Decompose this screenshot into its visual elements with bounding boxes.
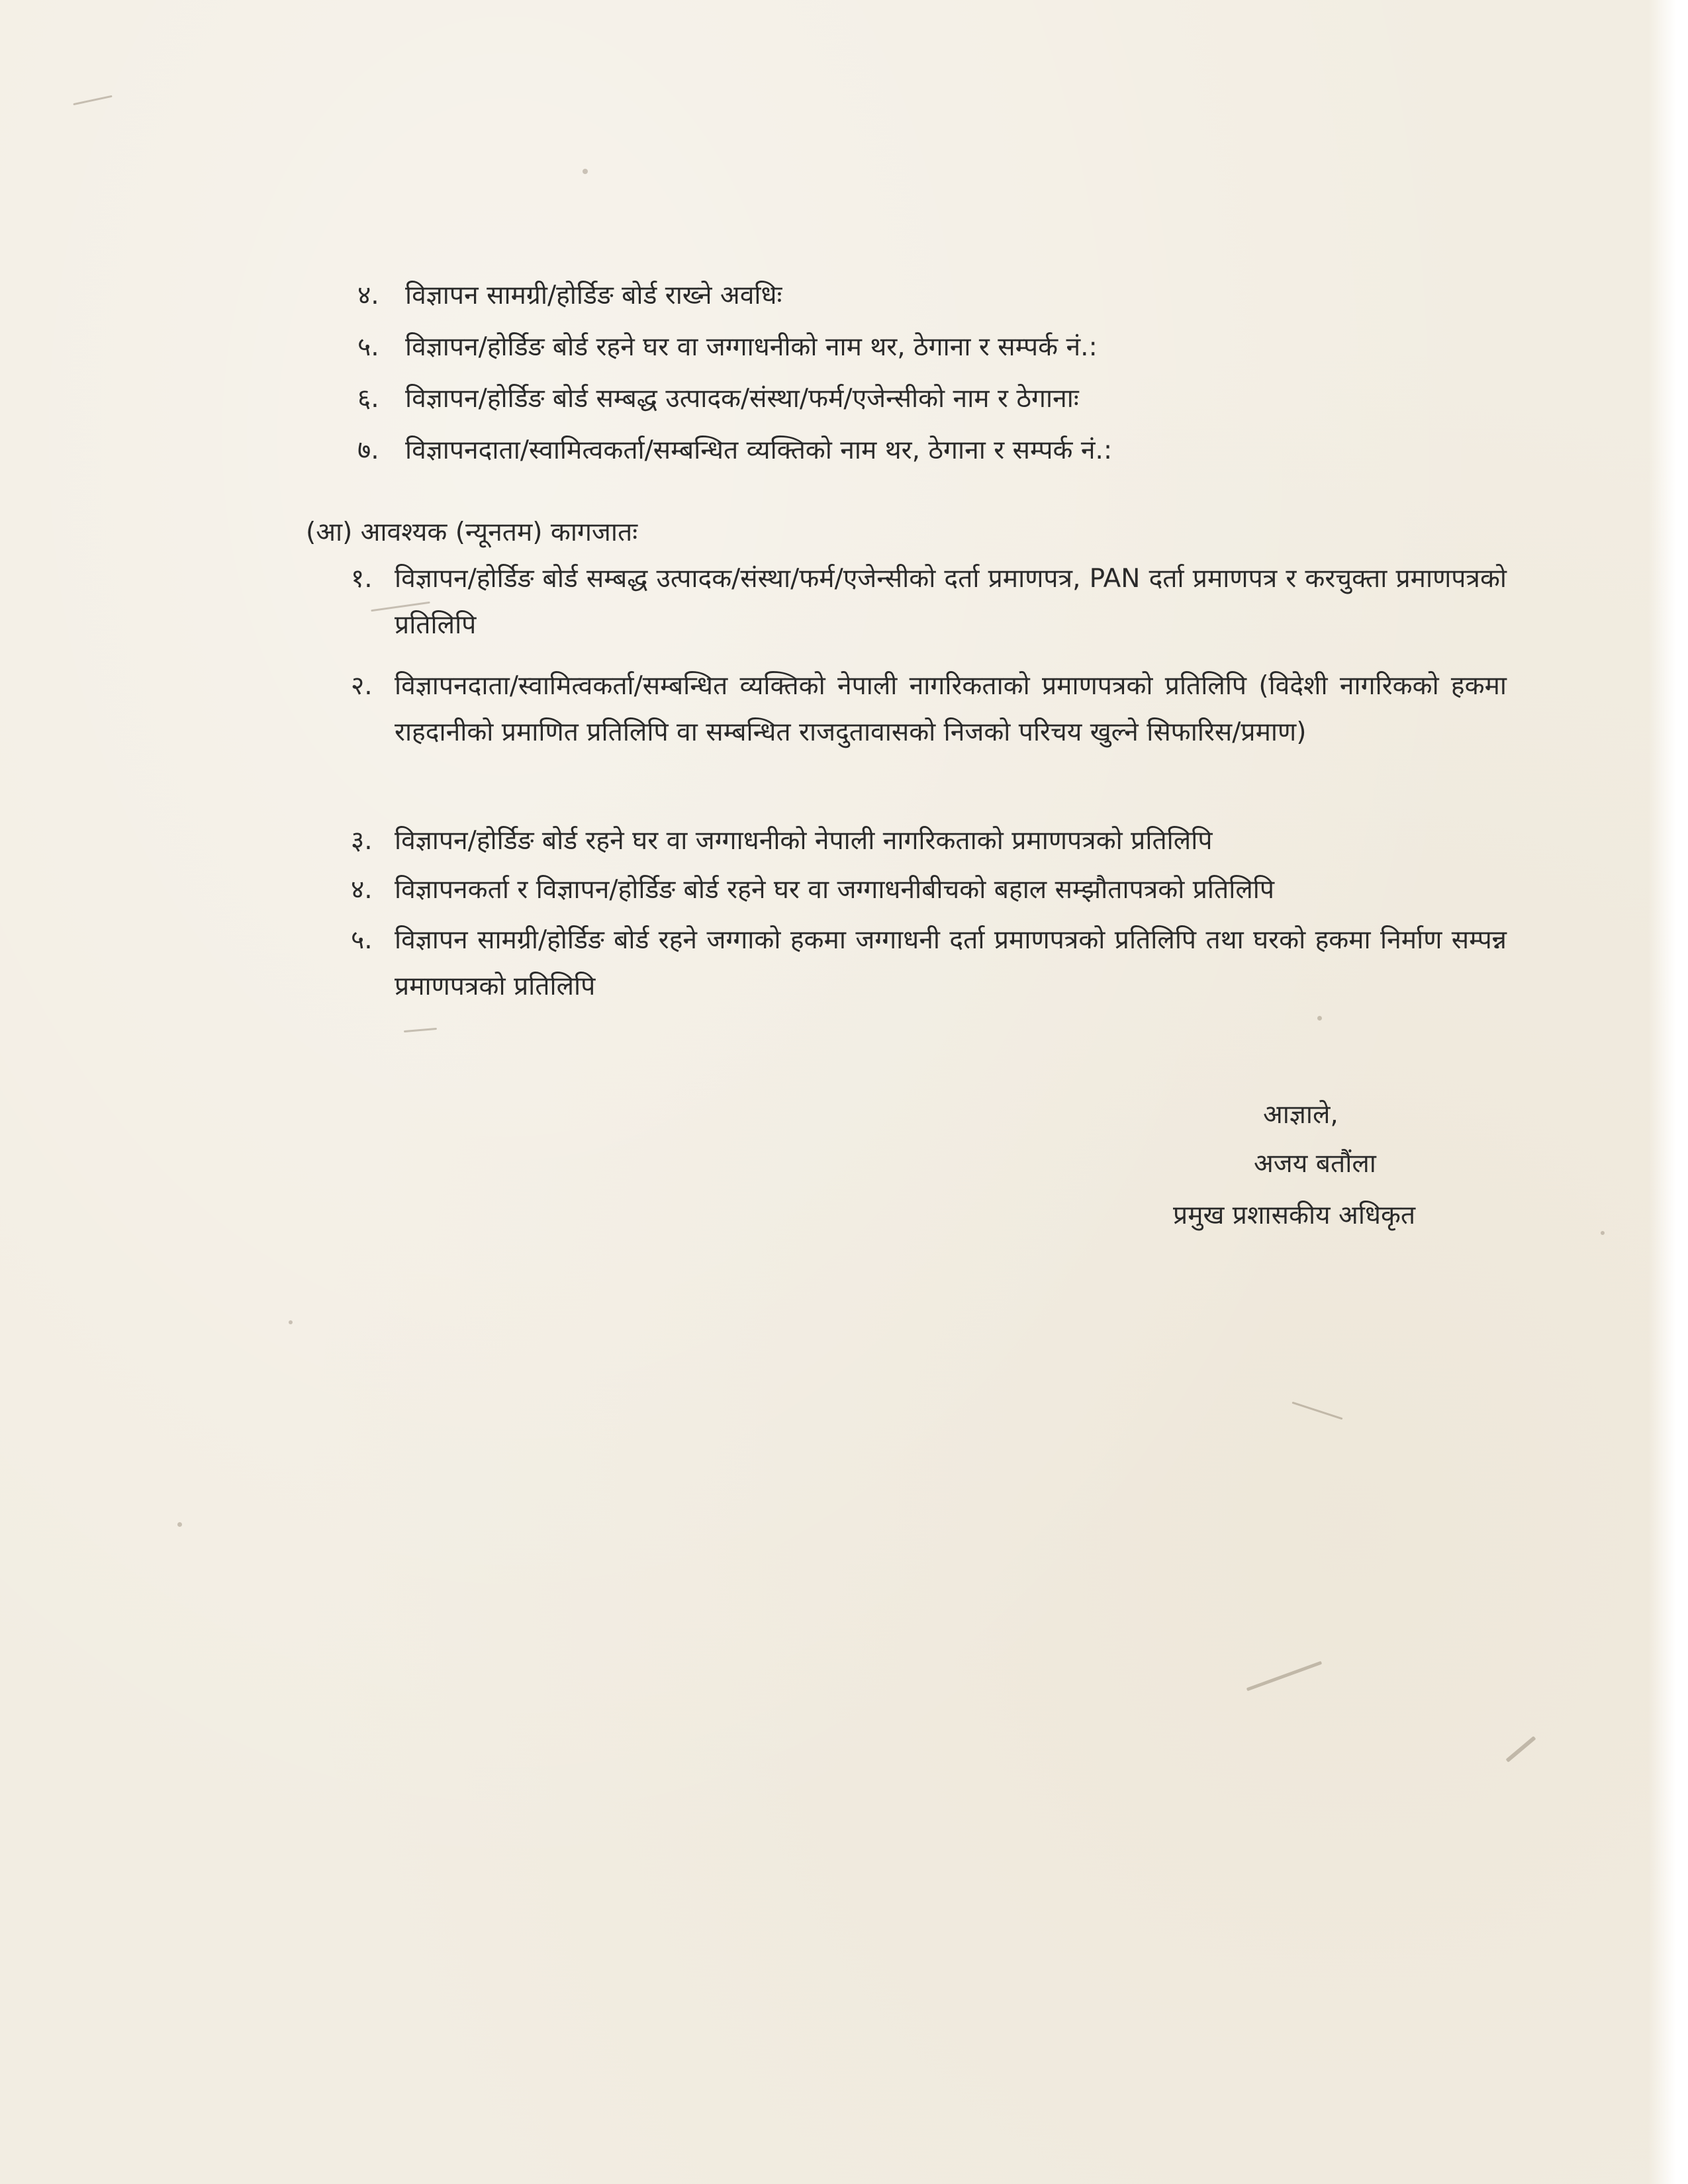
item-number: ४. — [351, 875, 373, 905]
signature-by-order: आज्ञाले, — [1263, 1100, 1338, 1130]
list-item — [351, 867, 1556, 916]
item-text: विज्ञापन/होर्डिङ बोर्ड रहने घर वा जग्गाधनीको नेपाली नागरिकताको प्रमाणपत्रको प्रतिलिपि — [395, 826, 1213, 856]
section-heading: (आ) आवश्यक (न्यूनतम) कागजातः — [306, 518, 638, 547]
item-number: ३. — [351, 826, 373, 856]
list-item — [357, 426, 1549, 475]
list-item — [351, 818, 1556, 867]
list-item — [357, 271, 1549, 320]
item-number: ५. — [357, 332, 379, 362]
paper-speck — [177, 1522, 182, 1527]
item-text: विज्ञापनकर्ता र विज्ञापन/होर्डिङ बोर्ड रहने घर वा जग्गाधनीबीचको बहाल सम्झौतापत्रको प्रतिलिपि — [395, 875, 1275, 905]
item-number: ५. — [351, 925, 373, 955]
item-text: विज्ञापनदाता/स्वामित्वकर्ता/सम्बन्धित व्यक्तिको नाम थर, ठेगाना र सम्पर्क नं.: — [405, 435, 1113, 465]
item-number: ४. — [357, 281, 379, 310]
scan-edge — [1648, 0, 1688, 2184]
paper-speck — [583, 169, 588, 174]
paper-speck — [1601, 1231, 1605, 1235]
list-item — [351, 663, 1556, 809]
list-item — [357, 323, 1549, 372]
signature-name: अजय बतौंला — [1254, 1149, 1376, 1179]
item-text: विज्ञापन/होर्डिङ बोर्ड सम्बद्ध उत्पादक/संस्था/फर्म/एजेन्सीको दर्ता प्रमाणपत्र, PAN दर्ता प्रमाणपत्र र करचुक्ता प्रमाणपत्रको प्रतिलिपि — [395, 564, 1507, 640]
item-text: विज्ञापनदाता/स्वामित्वकर्ता/सम्बन्धित व्यक्तिको नेपाली नागरिकताको प्रमाणपत्रको प्रतिलिपि (विदेशी नागरिकको हकमा राहदानीको प्रमाणित प्रतिलिपि वा सम्बन्धित राजदुतावासको निजको परिचय खुल्ने सिफारिस/प्रमाण) — [395, 671, 1507, 747]
paper-fibre — [1506, 1736, 1536, 1762]
list-item — [351, 917, 1556, 1017]
paper-fibre — [1246, 1661, 1322, 1692]
paper-speck — [1317, 1016, 1322, 1021]
paper-fibre — [404, 1028, 437, 1032]
item-text: विज्ञापन सामग्री/होर्डिङ बोर्ड राख्ने अवधिः — [405, 281, 782, 310]
item-text: विज्ञापन/होर्डिङ बोर्ड सम्बद्ध उत्पादक/संस्था/फर्म/एजेन्सीको नाम र ठेगानाः — [405, 384, 1079, 414]
item-text: विज्ञापन/होर्डिङ बोर्ड रहने घर वा जग्गाधनीको नाम थर, ठेगाना र सम्पर्क नं.: — [405, 332, 1098, 362]
item-number: ७. — [357, 435, 379, 465]
list-item — [351, 556, 1556, 655]
item-text: विज्ञापन सामग्री/होर्डिङ बोर्ड रहने जग्गाको हकमा जग्गाधनी दर्ता प्रमाणपत्रको प्रतिलिपि तथा घरको हकमा निर्माण सम्पन्न प्रमाणपत्रको प्रतिलिपि — [395, 925, 1507, 1001]
paper-fibre — [1291, 1402, 1342, 1420]
signature-designation: प्रमुख प्रशासकीय अधिकृत — [1173, 1201, 1416, 1230]
item-number: ६. — [357, 384, 379, 414]
item-number: १. — [351, 564, 373, 594]
paper-fibre — [73, 95, 112, 105]
list-item — [357, 375, 1549, 424]
item-number: २. — [351, 671, 373, 701]
paper-speck — [289, 1320, 293, 1324]
